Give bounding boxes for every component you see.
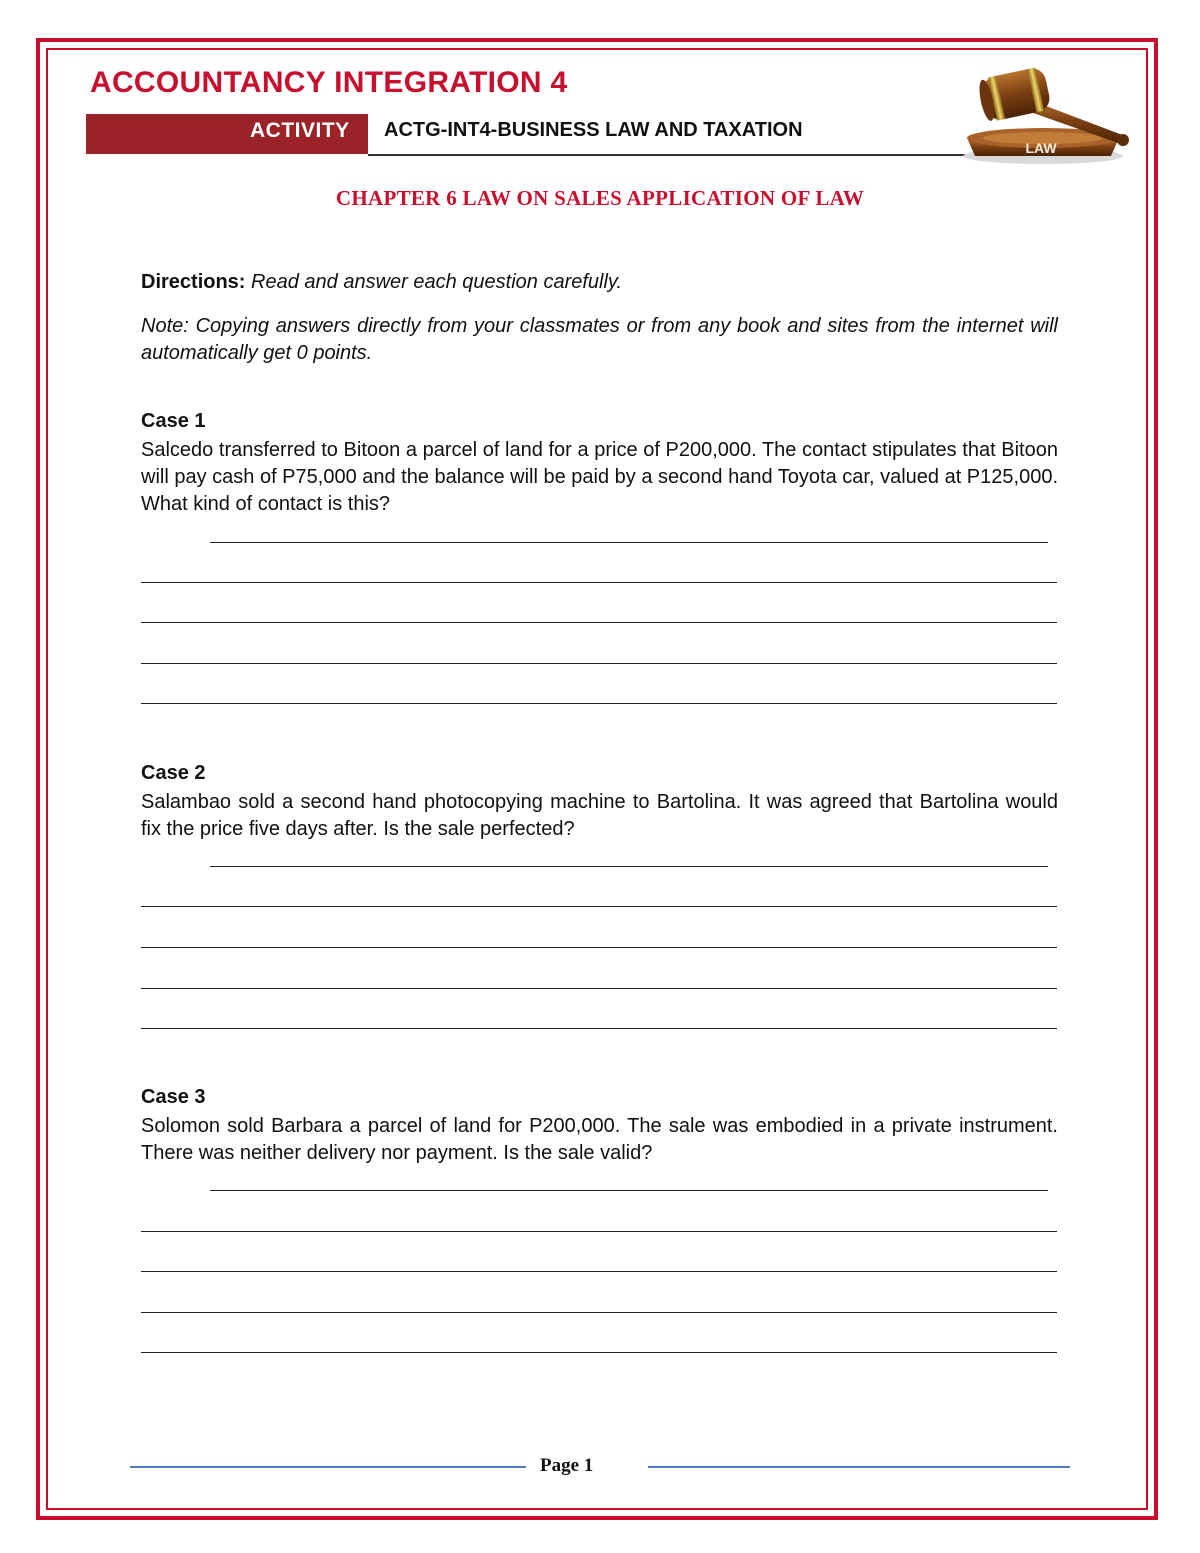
case-3-text: Solomon sold Barbara a parcel of land for P200,000. The sale was embodied in a private instrument. There was neither delivery nor payment. Is the sale valid? xyxy=(141,1115,1058,1164)
gavel-logo-icon xyxy=(955,58,1135,168)
answer-line[interactable] xyxy=(141,703,1057,704)
answer-line[interactable] xyxy=(141,906,1057,907)
answer-line[interactable] xyxy=(141,622,1057,623)
page-number: Page 1 xyxy=(540,1455,594,1476)
answer-line[interactable] xyxy=(141,582,1057,583)
answer-line[interactable] xyxy=(141,1028,1057,1029)
case-2-text: Salambao sold a second hand photocopying machine to Bartolina. It was agreed that Bartolina would fix the price five days after. Is the sale perfected? xyxy=(141,791,1058,840)
answer-line[interactable] xyxy=(141,988,1057,989)
answer-line[interactable] xyxy=(210,1190,1048,1191)
answer-line[interactable] xyxy=(141,1352,1057,1353)
case-1-text: Salcedo transferred to Bitoon a parcel of land for a price of P200,000. The contact stipulates that Bitoon will pay cash of P75,000 and the balance will be paid by a second hand Toyota car, valued at P125,000. What kind of contact is this? xyxy=(141,439,1058,515)
course-title: ACCOUNTANCY INTEGRATION 4 xyxy=(90,66,568,99)
answer-line[interactable] xyxy=(141,1231,1057,1232)
answer-line[interactable] xyxy=(210,542,1048,543)
activity-code: ACTG-INT4-BUSINESS LAW AND TAXATION xyxy=(384,119,803,141)
activity-label: ACTIVITY xyxy=(250,119,350,142)
directions-label: Directions: xyxy=(141,271,246,293)
case-1-title: Case 1 xyxy=(141,410,206,432)
directions xyxy=(141,269,1058,296)
note: Note: Copying answers directly from your classmates or from any book and sites from the internet will automatically get 0 points. xyxy=(141,315,1058,364)
case-2-title: Case 2 xyxy=(141,762,206,784)
answer-line[interactable] xyxy=(141,663,1057,664)
footer-rule-left xyxy=(130,1466,526,1468)
answer-line[interactable] xyxy=(141,1271,1057,1272)
chapter-title: CHAPTER 6 LAW ON SALES APPLICATION OF LAW xyxy=(335,186,865,210)
footer-rule-right xyxy=(648,1466,1070,1468)
case-3-title: Case 3 xyxy=(141,1086,206,1108)
answer-line[interactable] xyxy=(141,1312,1057,1313)
answer-line[interactable] xyxy=(210,866,1048,867)
answer-line[interactable] xyxy=(141,947,1057,948)
page-border-inner xyxy=(46,48,1148,1510)
logo-text: LAW xyxy=(1025,140,1057,156)
directions-text: Read and answer each question carefully. xyxy=(251,271,622,293)
